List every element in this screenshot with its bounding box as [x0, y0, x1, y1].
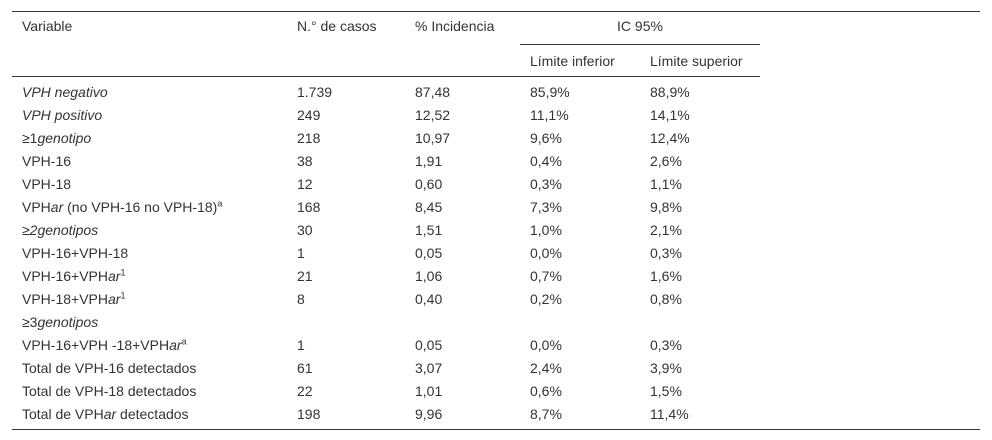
- upper-limit-cell: 11,4%: [650, 405, 689, 422]
- header-spacer: [760, 12, 980, 44]
- variable-pre: VPH-18: [22, 175, 72, 192]
- spacer-cell: [760, 265, 980, 288]
- variable-cell: [12, 150, 287, 173]
- cases-cell: 8: [297, 290, 305, 307]
- table-row: [12, 357, 980, 380]
- cases-cell: 198: [297, 405, 321, 422]
- spacer-cell: [760, 334, 980, 357]
- cases-cell: 38: [297, 152, 313, 169]
- lower-limit-cell: 0,7%: [530, 267, 562, 284]
- variable-sup: 1: [120, 266, 126, 277]
- upper-limit-cell: 2,1%: [650, 221, 682, 238]
- spacer-cell: [760, 311, 980, 334]
- variable-cell: [12, 311, 287, 334]
- lower-limit-cell: 11,1%: [530, 106, 569, 123]
- spacer-cell: [760, 104, 980, 127]
- lower-limit-cell: 85,9%: [530, 83, 570, 100]
- variable-cell: [12, 357, 287, 380]
- header-lower: Límite inferior: [520, 44, 640, 76]
- lower-limit-cell: 1,0%: [530, 221, 562, 238]
- header-blank-1: [12, 44, 287, 76]
- table-row: [12, 288, 980, 311]
- lower-limit-cell: 7,3%: [530, 198, 562, 215]
- variable-post: (no VPH-16 no VPH-18): [63, 198, 218, 215]
- table-row: [12, 173, 980, 196]
- variable-cell: [12, 288, 287, 311]
- cases-cell: 249: [297, 106, 321, 123]
- table-row: [12, 104, 980, 127]
- variable-it: ar: [50, 198, 64, 215]
- lower-limit-cell: 0,3%: [530, 175, 562, 192]
- lower-limit-cell: 0,4%: [530, 152, 562, 169]
- spacer-cell: [760, 242, 980, 265]
- variable-sup: a: [217, 197, 223, 208]
- incidence-cell: 1,06: [415, 267, 443, 284]
- variable-pre: VPH: [22, 198, 51, 215]
- incidence-cell: 1,91: [415, 152, 443, 169]
- incidence-cell: 0,40: [415, 290, 443, 307]
- header-row-2: [12, 44, 980, 76]
- table-row: [12, 242, 980, 265]
- variable-pre: ≥1: [22, 129, 38, 146]
- variable-it: ar: [107, 290, 121, 307]
- table-body: [12, 76, 980, 426]
- lower-limit-cell: 8,7%: [530, 405, 562, 422]
- cases-cell: 1.739: [297, 83, 333, 100]
- cases-cell: 61: [297, 359, 313, 376]
- spacer-cell: [760, 380, 980, 403]
- upper-limit-cell: 88,9%: [650, 83, 690, 100]
- variable-cell: [12, 127, 287, 150]
- cases-cell: 30: [297, 221, 313, 238]
- table-row: [12, 219, 980, 242]
- variable-pre: VPH-16+VPH-18: [22, 244, 129, 261]
- variable-it: genotipo: [37, 129, 92, 146]
- incidence-cell: 0,05: [415, 244, 443, 261]
- spacer-cell: [760, 357, 980, 380]
- variable-pre: VPH-18+VPH: [22, 290, 108, 307]
- header-cases: N.° de casos: [297, 18, 377, 34]
- incidence-cell: 1,01: [415, 382, 443, 399]
- incidence-cell: 10,97: [415, 129, 451, 146]
- variable-it: genotipos: [37, 313, 99, 330]
- incidence-cell: 87,48: [415, 83, 451, 100]
- incidence-cell: 12,52: [415, 106, 451, 123]
- upper-limit-cell: 1,1%: [650, 175, 682, 192]
- spacer-cell: [760, 219, 980, 242]
- lower-limit-cell: [520, 311, 640, 334]
- upper-limit-cell: 0,3%: [650, 336, 682, 353]
- cases-cell: 21: [297, 267, 313, 284]
- spacer-cell: [760, 288, 980, 311]
- variable-cell: [12, 219, 287, 242]
- variable-cell: [12, 173, 287, 196]
- variable-it: VPH negativo: [22, 83, 108, 100]
- upper-limit-cell: 12,4%: [650, 129, 690, 146]
- header-row-1: [12, 12, 980, 44]
- incidence-table: [12, 12, 980, 426]
- header-blank-3: [405, 44, 520, 76]
- table-row: [12, 265, 980, 288]
- cases-cell: 1: [297, 336, 305, 353]
- variable-cell: [12, 334, 287, 357]
- variable-cell: [12, 196, 287, 219]
- table-row: [12, 334, 980, 357]
- incidence-cell: 8,45: [415, 198, 443, 215]
- header-ci: IC 95%: [520, 12, 760, 44]
- variable-pre: Total de VPH-18 detectados: [22, 382, 197, 399]
- lower-limit-cell: 0,0%: [530, 244, 562, 261]
- cases-cell: 218: [297, 129, 321, 146]
- variable-pre: VPH-16: [22, 152, 72, 169]
- upper-limit-cell: 0,3%: [650, 244, 682, 261]
- variable-post: detectados: [116, 405, 189, 422]
- cases-cell: 1: [297, 244, 305, 261]
- lower-limit-cell: 9,6%: [530, 129, 562, 146]
- table-row: [12, 196, 980, 219]
- spacer-cell: [760, 150, 980, 173]
- table-row: [12, 380, 980, 403]
- cases-cell: 12: [297, 175, 313, 192]
- variable-pre: VPH-16+VPH -18+VPH: [22, 336, 170, 353]
- cases-cell: [287, 311, 405, 334]
- table-row: [12, 127, 980, 150]
- upper-limit-cell: 0,8%: [650, 290, 682, 307]
- upper-limit-cell: 1,5%: [650, 382, 682, 399]
- variable-it: ar: [169, 336, 182, 353]
- variable-it: VPH positivo: [22, 106, 103, 123]
- lower-limit-cell: 0,6%: [530, 382, 562, 399]
- variable-cell: [12, 242, 287, 265]
- header-blank-2: [287, 44, 405, 76]
- upper-limit-cell: 3,9%: [650, 359, 682, 376]
- cases-cell: 22: [297, 382, 313, 399]
- spacer-cell: [760, 173, 980, 196]
- incidence-cell: 0,05: [415, 336, 443, 353]
- variable-cell: [12, 380, 287, 403]
- variable-cell: [12, 265, 287, 288]
- lower-limit-cell: 0,0%: [530, 336, 562, 353]
- header-upper: Límite superior: [640, 44, 760, 76]
- variable-pre: VPH-16+VPH: [22, 267, 108, 284]
- lower-limit-cell: 0,2%: [530, 290, 562, 307]
- table-row: [12, 403, 980, 426]
- variable-pre: Total de VPH: [22, 405, 104, 422]
- incidence-cell: 3,07: [415, 359, 443, 376]
- variable-cell: [12, 104, 287, 127]
- variable-it: ar: [107, 267, 121, 284]
- header-variable: Variable: [22, 18, 73, 34]
- upper-limit-cell: 9,8%: [650, 198, 682, 215]
- incidence-cell: 1,51: [415, 221, 443, 238]
- upper-limit-cell: 1,6%: [650, 267, 682, 284]
- upper-limit-cell: 2,6%: [650, 152, 682, 169]
- spacer-cell: [760, 403, 980, 426]
- lower-limit-cell: 2,4%: [530, 359, 562, 376]
- variable-it: ar: [103, 405, 117, 422]
- results-table-container: [12, 11, 980, 430]
- variable-sup: a: [181, 335, 187, 346]
- variable-cell: [12, 76, 287, 104]
- incidence-cell: [405, 311, 520, 334]
- incidence-cell: 9,96: [415, 405, 443, 422]
- upper-limit-cell: [640, 311, 760, 334]
- table-row: [12, 311, 980, 334]
- upper-limit-cell: 14,1%: [650, 106, 690, 123]
- variable-it: ≥2genotipos: [22, 221, 99, 238]
- variable-cell: [12, 403, 287, 426]
- spacer-cell: [760, 127, 980, 150]
- cases-cell: 168: [297, 198, 321, 215]
- incidence-cell: 0,60: [415, 175, 443, 192]
- table-row: [12, 150, 980, 173]
- header-incidence: % Incidencia: [415, 18, 495, 34]
- header-spacer-2: [760, 44, 980, 76]
- spacer-cell: [760, 76, 980, 104]
- variable-pre: ≥3: [22, 313, 38, 330]
- table-row: [12, 76, 980, 104]
- spacer-cell: [760, 196, 980, 219]
- variable-sup: 1: [120, 289, 126, 300]
- variable-pre: Total de VPH-16 detectados: [22, 359, 197, 376]
